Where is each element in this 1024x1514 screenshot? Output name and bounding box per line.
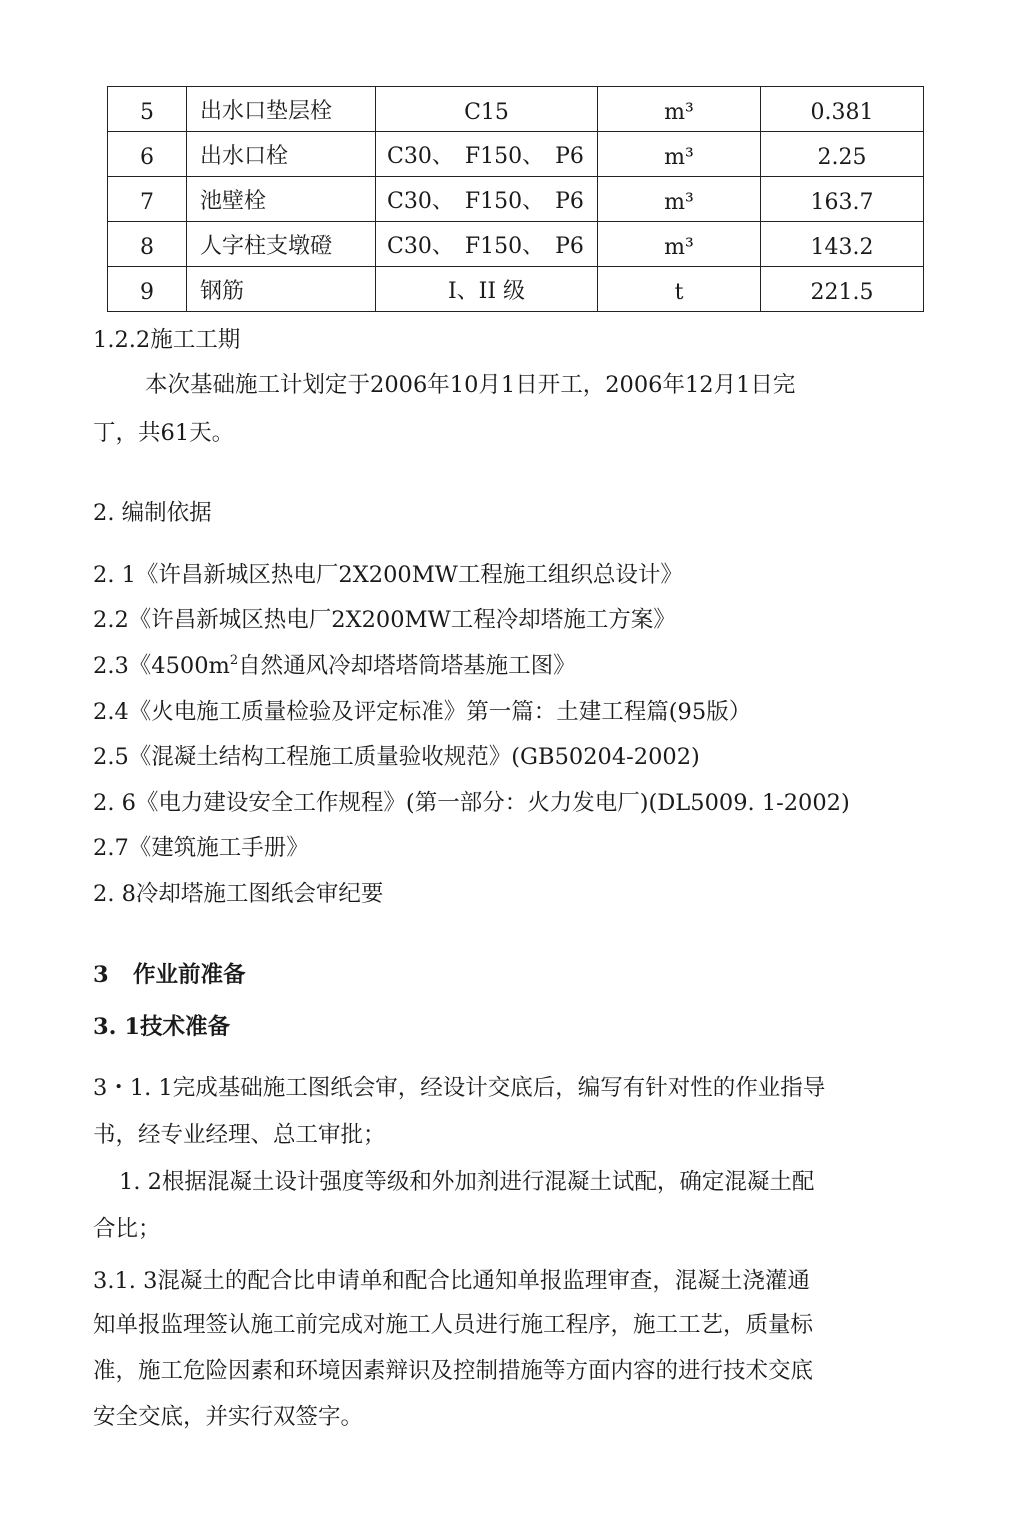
item-unit: m³	[598, 87, 761, 132]
row-number: 6	[108, 132, 187, 177]
section-heading-1-2-2: 1.2.2施工工期	[93, 327, 241, 353]
superscript-2: 2	[229, 653, 239, 668]
item-unit: t	[598, 267, 761, 312]
reference-item-text: 2.3《$4500m^2$自然通风冷却塔塔筒塔基施工图》	[93, 653, 576, 679]
section-heading-3: 作业前准备	[133, 962, 246, 988]
item-name: 出水口栓	[187, 132, 376, 177]
reference-item: 2.4《火电施工质量检验及评定标准》第一篇：土建工程篇(95版）	[93, 699, 752, 725]
item-spec: C15	[376, 87, 598, 132]
paragraph-line: 书，经专业经理、总工审批；	[93, 1122, 386, 1148]
paragraph-line: 合比；	[93, 1216, 161, 1242]
paragraph-line: 准，施工危险因素和环境因素辩识及控制措施等方面内容的进行技术交底	[93, 1358, 814, 1384]
schedule-paragraph-line: 丁，共61天。	[93, 420, 235, 446]
paragraph-line: 安全交底，并实行双签字。	[93, 1404, 364, 1430]
quantity-table-body	[108, 87, 924, 312]
item-quantity: 0.381	[761, 87, 924, 132]
reference-item: 2.2《许昌新城区热电厂2X200MW工程冷却塔施工方案》	[93, 607, 676, 633]
paragraph-line: 知单报监理签认施工前完成对施工人员进行施工程序，施工工艺，质量标	[93, 1312, 814, 1338]
row-number: 8	[108, 222, 187, 267]
table-row	[108, 267, 924, 312]
paragraph-line: 3・1. 1完成基础施工图纸会审，经设计交底后，编写有针对性的作业指导	[93, 1075, 826, 1101]
item-spec: I、II 级	[376, 267, 598, 312]
item-name: 出水口垫层栓	[187, 87, 376, 132]
quantity-table	[107, 86, 924, 312]
subsection-heading-3-1: 3. 1技术准备	[93, 1014, 230, 1040]
row-number: 5	[108, 87, 187, 132]
reference-item: 2.7《建筑施工手册》	[93, 835, 309, 861]
table-row	[108, 87, 924, 132]
paragraph-line: 1. 2根据混凝土设计强度等级和外加剂进行混凝土试配，确定混凝土配	[119, 1169, 815, 1195]
item-quantity: 221.5	[761, 267, 924, 312]
reference-item: 2. 8冷却塔施工图纸会审纪要	[93, 881, 384, 907]
item-spec: C30、 F150、 P6	[376, 177, 598, 222]
reference-item	[93, 651, 576, 681]
reference-item: 2.5《混凝土结构工程施工质量验收规范》(GB50204-2002)	[93, 744, 700, 770]
item-spec: C30、 F150、 P6	[376, 132, 598, 177]
section-heading-2: 2. 编制依据	[93, 500, 212, 526]
item-quantity: 143.2	[761, 222, 924, 267]
item-name: 钢筋	[187, 267, 376, 312]
item-unit: m³	[598, 222, 761, 267]
table-row	[108, 222, 924, 267]
row-number: 9	[108, 267, 187, 312]
item-unit: m³	[598, 177, 761, 222]
section-heading-3-number: 3	[93, 962, 109, 988]
item-spec: C30、 F150、 P6	[376, 222, 598, 267]
item-quantity: 163.7	[761, 177, 924, 222]
item-unit: m³	[598, 132, 761, 177]
reference-item: 2. 6《电力建设安全工作规程》(第一部分：火力发电厂)(DL5009. 1-2002)	[93, 790, 850, 816]
schedule-paragraph-line: 本次基础施工计划定于2006年10月1日开工，2006年12月1日完	[145, 372, 796, 398]
item-name: 人字柱支墩磴	[187, 222, 376, 267]
table-row	[108, 132, 924, 177]
row-number: 7	[108, 177, 187, 222]
item-quantity: 2.25	[761, 132, 924, 177]
item-name: 池壁栓	[187, 177, 376, 222]
paragraph-line: 3.1. 3混凝土的配合比申请单和配合比通知单报监理审查，混凝土浇灌通	[93, 1268, 810, 1294]
reference-item: 2. 1《许昌新城区热电厂2X200MW工程施工组织总设计》	[93, 562, 683, 588]
table-row	[108, 177, 924, 222]
